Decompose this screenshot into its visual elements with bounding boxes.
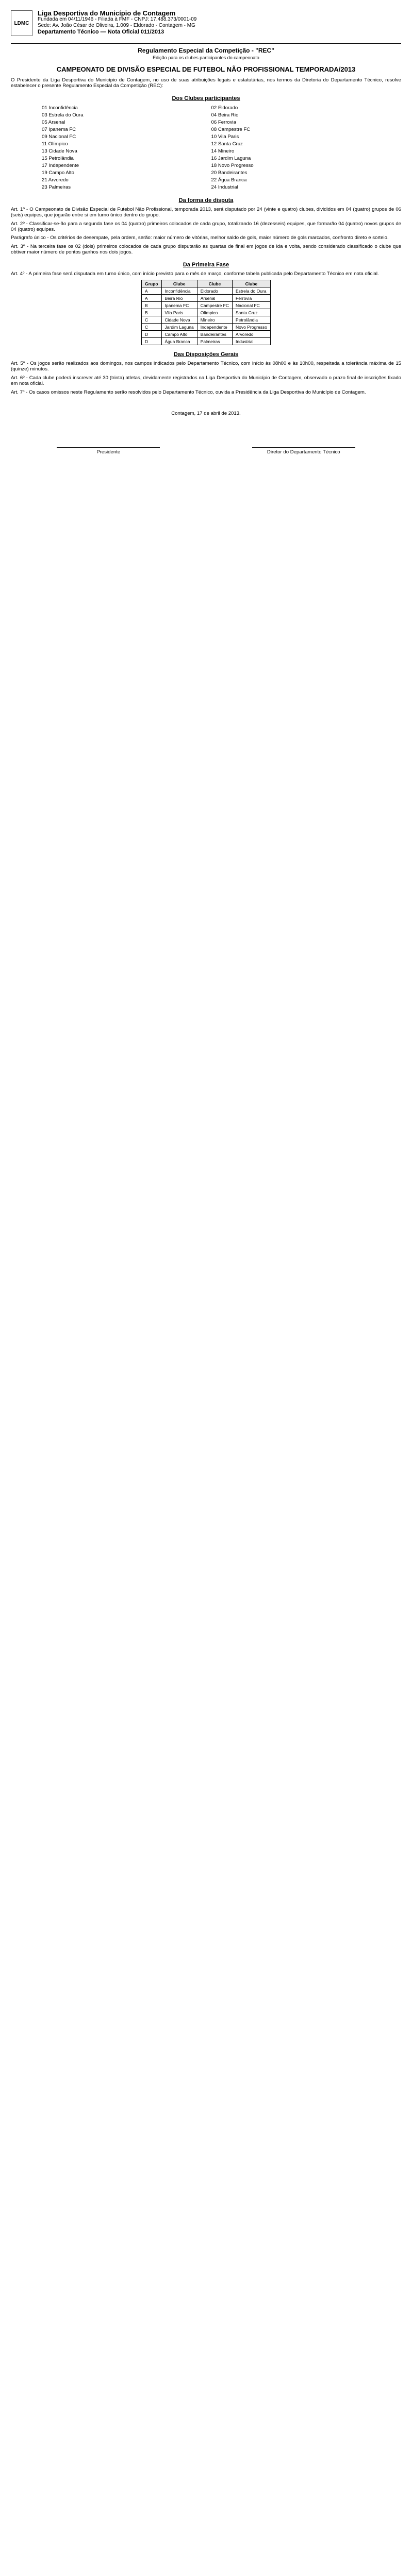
table-cell: C [142,316,162,324]
regulation-title: Regulamento Especial da Competição - "REC" [138,47,274,54]
club-item: 07 Ipanema FC [42,127,76,133]
table-cell: Bandeirantes [197,331,232,338]
section-heading-clubs: Dos Clubes participantes [172,95,240,101]
general-paragraphs [11,361,401,395]
clubs-list [42,105,370,191]
club-item: 09 Nacional FC [42,134,76,140]
club-item: 18 Novo Progresso [211,163,254,169]
table-cell: Ipanema FC [161,302,197,309]
table-cell: Água Branca [161,338,197,345]
table-row [142,295,271,302]
table-cell: Mineiro [197,316,232,324]
table-header-cell: Clube [161,280,197,287]
section-heading-general: Das Disposições Gerais [173,351,239,358]
table-row [142,287,271,295]
table-row [142,316,271,324]
section-heading-first-phase: Da Primeira Fase [183,261,229,268]
club-item: 05 Arsenal [42,120,65,126]
table-header-cell: Grupo [142,280,162,287]
club-item: 11 Olímpico [42,141,68,147]
signature-line: Presidente [57,447,160,455]
table-row [142,338,271,345]
club-item: 23 Palmeiras [42,184,71,191]
table-cell: Campo Alto [161,331,197,338]
general-paragraph: Art. 7º - Os casos omissos neste Regulamento serão resolvidos pelo Departamento Técnico, ouvida a Presidência da Liga Desportiva do Município de Contagem. [11,389,366,395]
signature-line: Diretor do Departamento Técnico [252,447,355,455]
club-item: 12 Santa Cruz [211,141,243,147]
league-crest-icon: LDMC [11,10,32,36]
letterhead [11,10,401,44]
table-cell: Cidade Nova [161,316,197,324]
table-cell: A [142,287,162,295]
document-date: Contagem, 17 de abril de 2013. [171,411,241,417]
intro-paragraph: O Presidente da Liga Desportiva do Município de Contagem, no uso de suas atribuições legais e estatutárias, nos termos da Diretoria do Departamento Técnico, resolve estabelecer o presente Regulamento Especial da Competição (REC): [11,77,401,89]
table-cell: A [142,295,162,302]
table-header-cell: Clube [233,280,271,287]
club-item: 02 Eldorado [211,105,238,111]
groups-table [141,280,271,345]
general-paragraph: Art. 6º - Cada clube poderá inscrever até 30 (trinta) atletas, devidamente registrados na Liga Desportiva do Município de Contagem, observado o prazo final de inscrições fixado em nota oficial. [11,375,401,387]
document-page [11,10,401,2576]
table-cell: Olímpico [197,309,232,316]
format-paragraph: Art. 2º - Classificar-se-ão para a segunda fase os 04 (quatro) primeiros colocados de cada grupo, totalizando 16 (dezesseis) equipes, que formarão 04 (quatro) novos grupos de 04 (quatro) equipes. [11,221,401,233]
club-item: 01 Inconfidência [42,105,78,111]
club-item: 19 Campo Alto [42,170,74,176]
table-cell: Novo Progresso [233,324,271,331]
club-item: 15 Petrolândia [42,156,74,162]
table-header-cell: Clube [197,280,232,287]
club-item: 22 Água Branca [211,177,247,183]
table-cell: Vila Paris [161,309,197,316]
competition-title: CAMPEONATO DE DIVISÃO ESPECIAL DE FUTEBOL NÃO PROFISSIONAL TEMPORADA/2013 [56,65,356,73]
table-cell: Nacional FC [233,302,271,309]
format-paragraphs [11,207,401,256]
club-item: 10 Vila Paris [211,134,239,140]
general-paragraph: Art. 5º - Os jogos serão realizados aos domingos, nos campos indicados pelo Departamento Técnico, com início às 08h00 e às 10h00, respeitada a tolerância máxima de 15 (quinze) minutos. [11,361,401,372]
table-cell: Beira Rio [161,295,197,302]
table-cell: Estrela do Oura [233,287,271,295]
table-cell: B [142,309,162,316]
table-row [142,309,271,316]
table-cell: Santa Cruz [233,309,271,316]
club-item: 14 Mineiro [211,148,235,155]
table-cell: Arvoredo [233,331,271,338]
table-cell: Jardim Laguna [161,324,197,331]
table-row [142,331,271,338]
format-paragraph: Art. 3º - Na terceira fase os 02 (dois) primeiros colocados de cada grupo disputarão as quartas de final em jogos de ida e volta, sendo considerado classificado o clube que obtiver maior número de pontos ganhos nos dois jogos. [11,243,401,256]
club-item: 13 Cidade Nova [42,148,77,155]
section-heading-format: Da forma de disputa [178,197,234,204]
club-item: 21 Arvoredo [42,177,69,183]
signatures [11,447,401,455]
table-cell: Inconfidência [161,287,197,295]
club-item: 08 Campestre FC [211,127,251,133]
regulation-subtitle: Edição para os clubes participantes do campeonato [153,55,259,60]
club-item: 17 Independente [42,163,79,169]
table-cell: Ferrovia [233,295,271,302]
table-cell: Palmeiras [197,338,232,345]
first-phase-paragraph: Art. 4º - A primeira fase será disputada em turno único, com início previsto para o mês de março, conforme tabela publicada pelo Departamento Técnico em nota oficial. [11,270,379,277]
club-item: 24 Industrial [211,184,238,191]
address-line: Sede: Av. João César de Oliveira, 1.009 - Eldorado - Contagem - MG [38,23,195,28]
table-cell: Campestre FC [197,302,232,309]
table-cell: Eldorado [197,287,232,295]
club-item: 16 Jardim Laguna [211,156,251,162]
department-line: Departamento Técnico — Nota Oficial 011/2013 [38,29,164,35]
foundation-line: Fundada em 04/11/1946 - Filiada à FMF - CNPJ: 17.488.373/0001-09 [38,16,197,22]
club-item: 04 Beira Rio [211,112,239,118]
organization-name: Liga Desportiva do Município de Contagem [38,10,176,17]
club-item: 20 Bandeirantes [211,170,248,176]
table-cell: D [142,338,162,345]
format-paragraph: Art. 1º - O Campeonato de Divisão Especial de Futebol Não Profissional, temporada 2013, será disputado por 24 (vinte e quatro) clubes, divididos em 04 (quatro) grupos de 06 (seis) equipes, que jogarão entre si em turno único dentro do grupo. [11,206,401,218]
table-cell: B [142,302,162,309]
table-cell: Arsenal [197,295,232,302]
table-cell: D [142,331,162,338]
table-row [142,302,271,309]
format-paragraph: Parágrafo único - Os critérios de desempate, pela ordem, serão: maior número de vitórias, melhor saldo de gols, maior número de gols marcados, confronto direto e sorteio. [11,235,389,241]
table-cell: Independente [197,324,232,331]
table-cell: Industrial [233,338,271,345]
table-cell: Petrolândia [233,316,271,324]
club-item: 06 Ferrovia [211,120,237,126]
club-item: 03 Estrela do Oura [42,112,84,118]
table-cell: C [142,324,162,331]
table-row [142,324,271,331]
